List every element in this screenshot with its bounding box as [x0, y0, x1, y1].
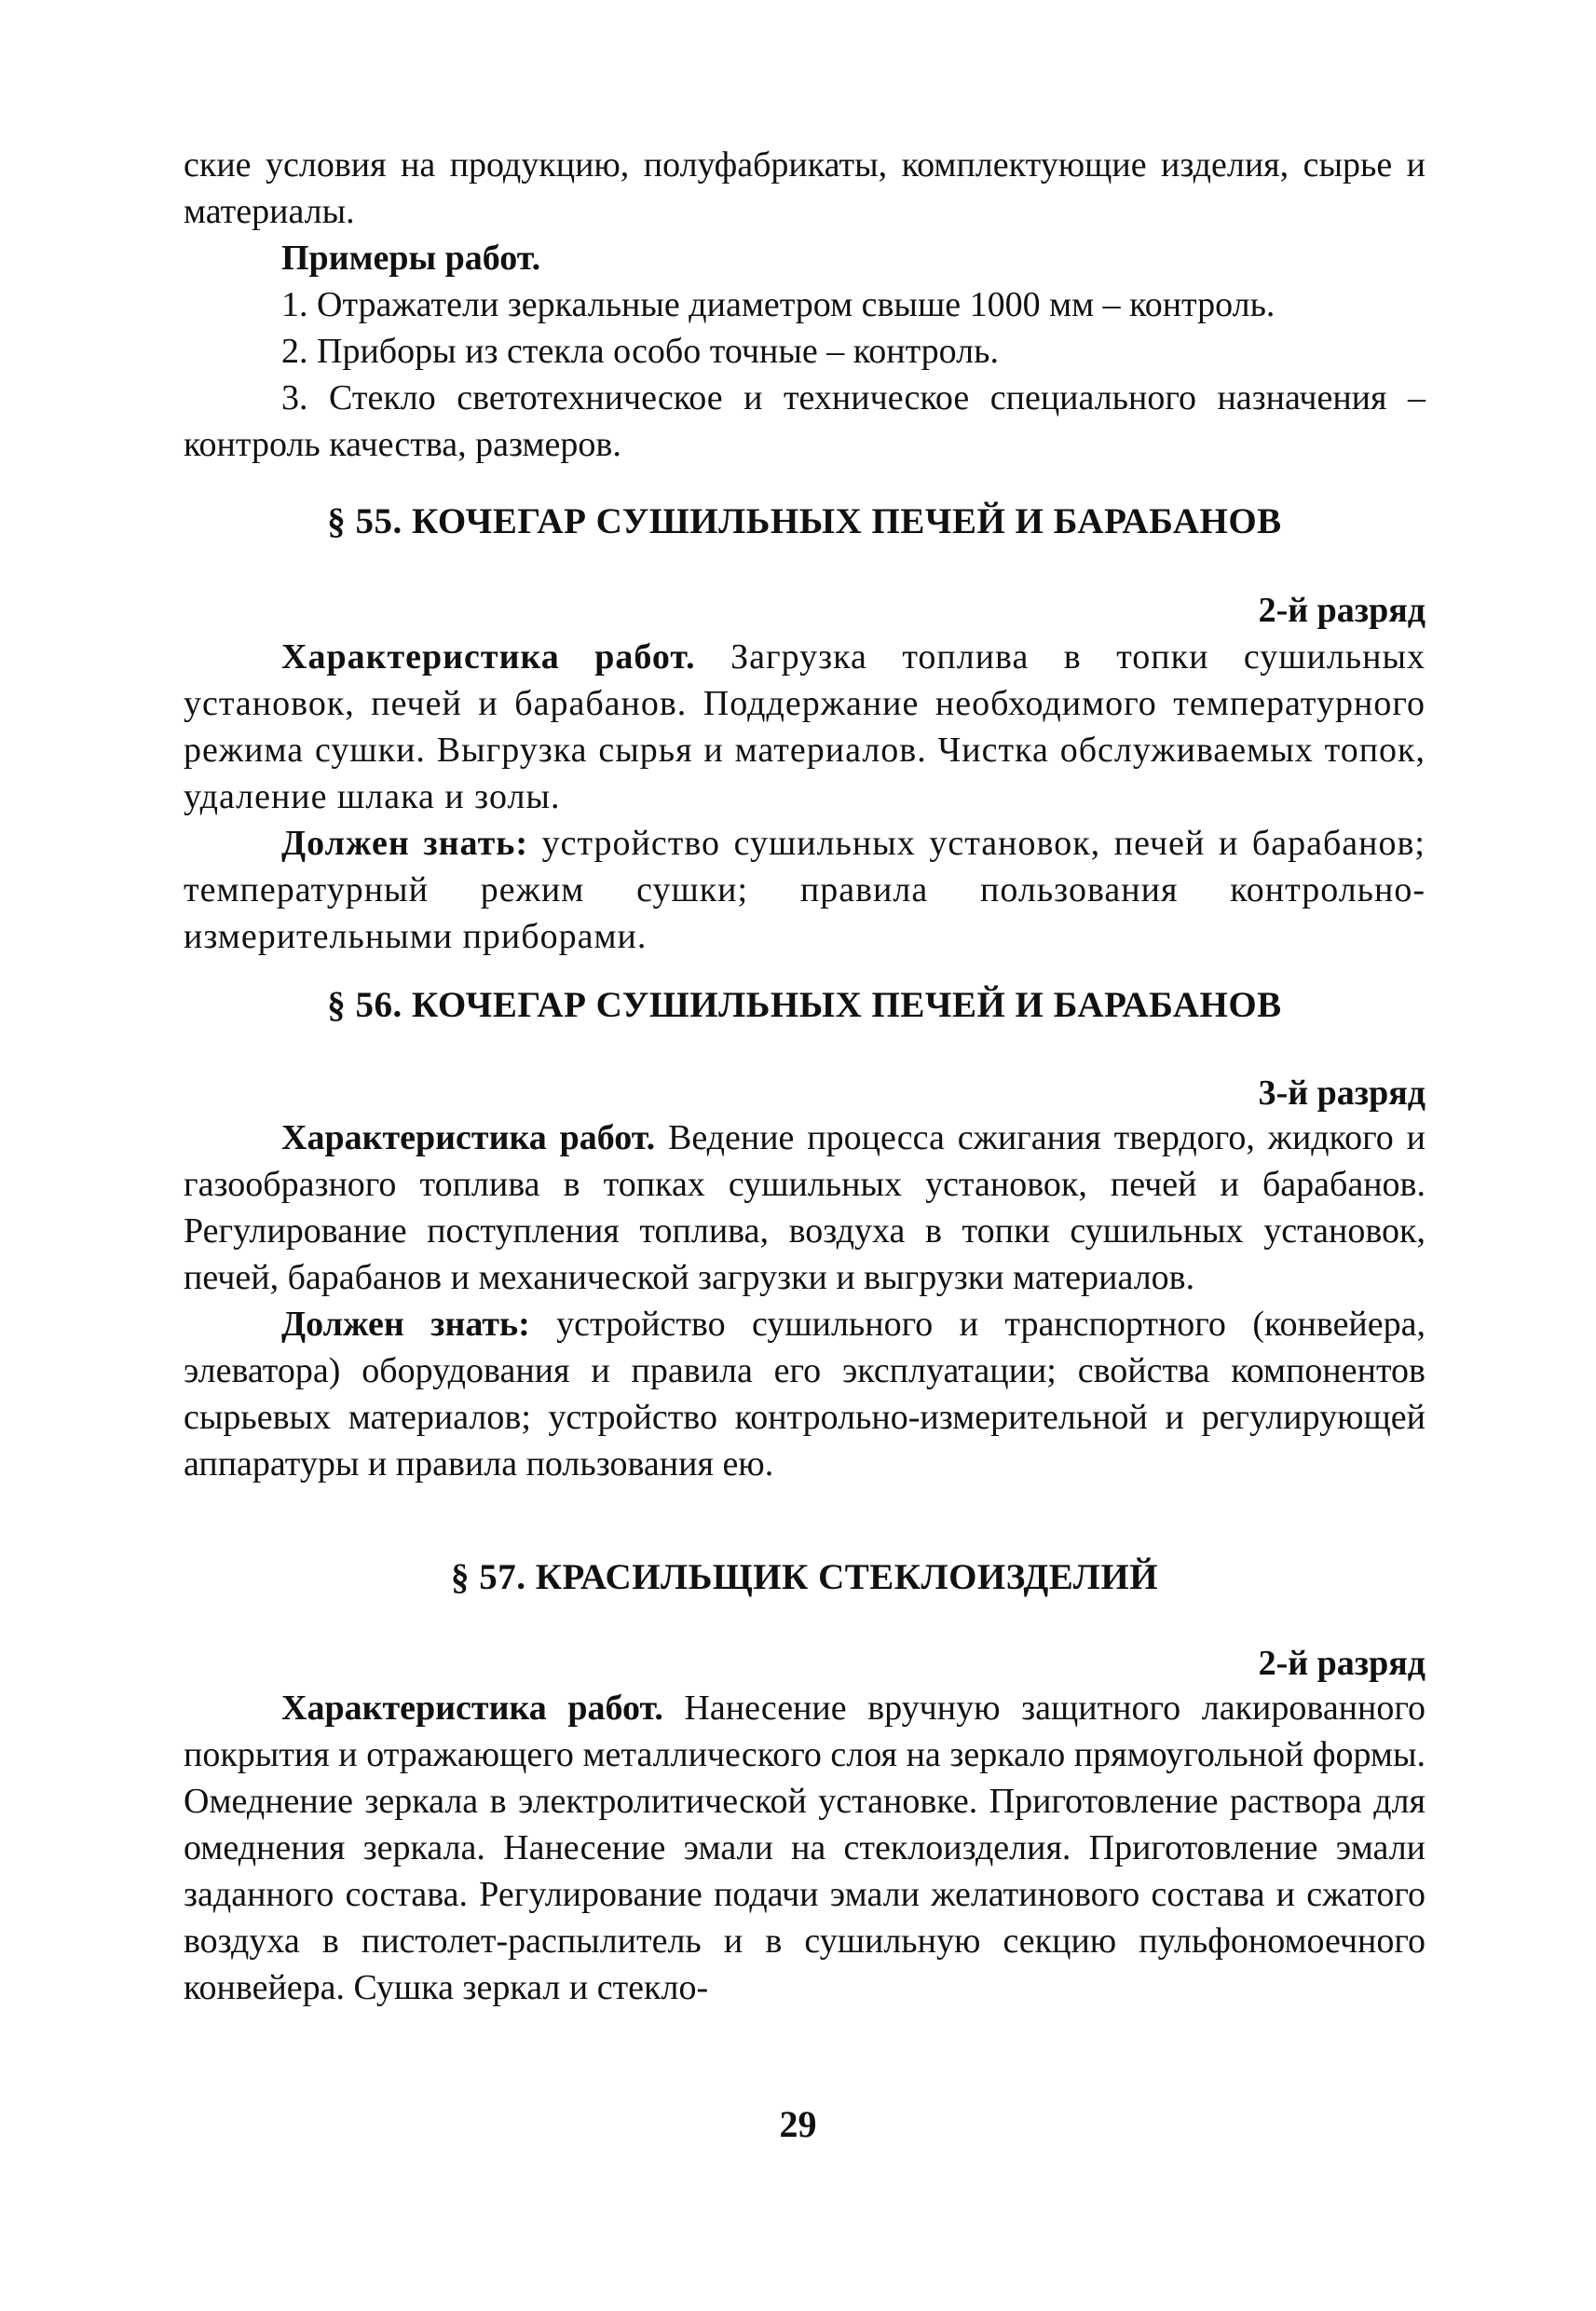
example-item: 1. Отражатели зеркальные диаметром свыше 1000 мм – контроль.	[281, 285, 1275, 324]
example-item: 3. Стекло светотехническое и техническое специального назначения – контроль качества, размеров.	[184, 378, 1425, 464]
section-56-knowledge	[184, 1301, 1425, 1487]
characteristics-label: Характеристика работ.	[281, 1689, 663, 1728]
section-57-body	[184, 1685, 1425, 2011]
knowledge-text: устройство сушильных установок, печей и барабанов; температурный режим сушки; правила пользования контрольно-измерительными приборами.	[184, 824, 1425, 956]
characteristics-label: Характеристика работ.	[281, 1118, 656, 1157]
examples-label: Примеры работ.	[281, 239, 541, 278]
characteristics-text: Ведение процесса сжигания твердого, жидкого и газообразного топлива в топках сушильных установок, печей и барабанов. Регулирование поступления топлива, воздуха в топки сушильных установок, печей, барабанов и механической загрузки и выгрузки материалов.	[184, 1118, 1425, 1297]
intro-block	[184, 142, 1425, 468]
page-number: 29	[779, 2103, 817, 2145]
characteristics-text: Загрузка топлива в топки сушильных установок, печей и барабанов. Поддержание необходимого температурного режима сушки. Выгрузка сырья и материалов. Чистка обслуживаемых топок, удаление шлака и золы.	[184, 637, 1426, 816]
section-57-heading: § 57. КРАСИЛЬЩИК СТЕКЛОИЗДЕЛИЙ	[450, 1557, 1159, 1597]
section-55-heading: § 55. КОЧЕГАР СУШИЛЬНЫХ ПЕЧЕЙ И БАРАБАНОВ	[327, 501, 1282, 541]
knowledge-label: Должен знать:	[281, 1305, 530, 1344]
section-57-rank: 2-й разряд	[1258, 1644, 1425, 1683]
characteristics-label: Характеристика работ.	[281, 637, 696, 677]
section-55-body	[184, 634, 1425, 960]
characteristics-text: Нанесение вручную защитного лакированного покрытия и отражающего металлического слоя на зеркало прямоугольной формы. Омеднение зеркала в электролитической установке. Приготовление раствора для омеднения зеркала. Нанесение эмали на стеклоизделия. Приготовление эмали заданного состава. Регулирование подачи эмали желатинового состава и сжатого воздуха в пистолет-распылитель и в сушильную секцию пульфономоечного конвейера. Сушка зеркал и стекло-	[184, 1689, 1425, 2007]
example-item: 2. Приборы из стекла особо точные – контроль.	[281, 332, 999, 371]
section-56-body	[184, 1114, 1425, 1487]
section-56-characteristics	[184, 1114, 1425, 1301]
intro-paragraph: ские условия на продукцию, полуфабрикаты, комплектующие изделия, сырье и материалы.	[184, 145, 1425, 231]
section-55-rank: 2-й разряд	[1258, 591, 1425, 630]
section-55-knowledge	[184, 820, 1425, 960]
section-56-rank: 3-й разряд	[1258, 1073, 1425, 1113]
section-55-characteristics	[184, 634, 1425, 820]
knowledge-label: Должен знать:	[281, 824, 528, 863]
knowledge-text: устройство сушильного и транспортного (конвейера, элеватора) оборудования и правила его эксплуатации; свойства компонентов сырьевых материалов; устройство контрольно-измерительной и регулирующей аппаратуры и правила пользования ею.	[184, 1305, 1425, 1484]
section-56-heading: § 56. КОЧЕГАР СУШИЛЬНЫХ ПЕЧЕЙ И БАРАБАНОВ	[327, 985, 1282, 1025]
section-57-characteristics	[184, 1685, 1425, 2011]
